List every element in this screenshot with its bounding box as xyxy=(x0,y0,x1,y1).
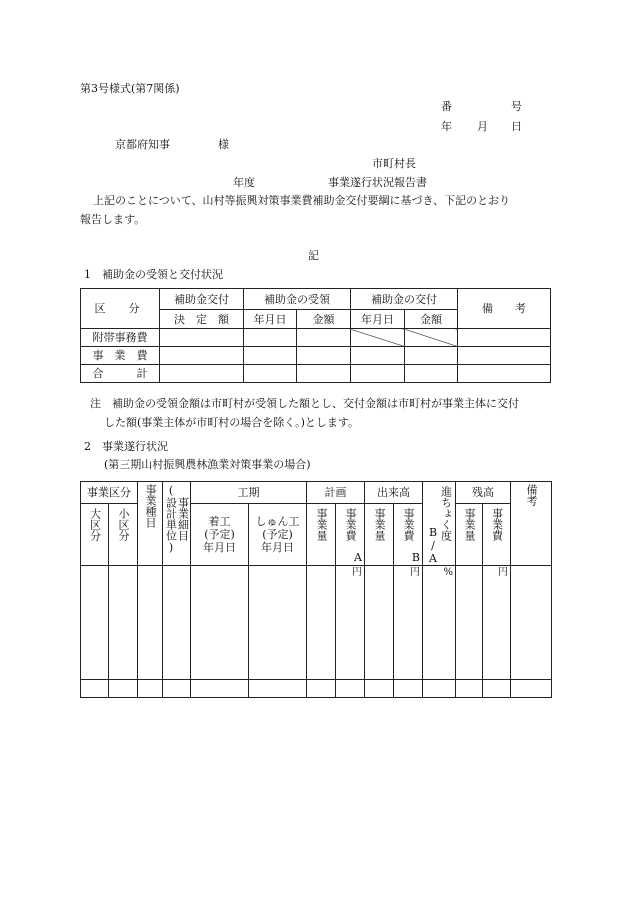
h-keikaku-hi: 事業費 A xyxy=(336,504,365,566)
date-month: 月 xyxy=(477,120,488,133)
addressee-suffix: 様 xyxy=(218,138,229,151)
unit-yen-keikaku: 円 xyxy=(336,566,365,680)
note-line-1: 注 補助金の受領金額は市町村が受領した額とし、交付金額は市町村が事業主体に交付 xyxy=(90,397,519,410)
number-suffix: 号 xyxy=(511,100,522,113)
col-biko: 備 考 xyxy=(458,289,551,329)
section2-title: 2 事業遂行状況 xyxy=(84,440,168,453)
h-shinchoku: 進ちょく度 B/A xyxy=(423,482,456,566)
h-kubun: 事業区分 xyxy=(81,482,138,504)
unit-pct: % xyxy=(423,566,456,680)
col-kettei-bottom: 決 定 額 xyxy=(160,310,244,329)
sub-juryo-amount: 金額 xyxy=(297,310,351,329)
date-day: 日 xyxy=(511,120,522,133)
unit-yen-dekidaka: 円 xyxy=(394,566,423,680)
sender: 市町村長 xyxy=(372,157,416,170)
h-saimoku: 事業細目 (設計単位) xyxy=(163,482,191,566)
fiscal-year-label: 年度 xyxy=(233,176,255,189)
diagonal-cell xyxy=(405,329,458,347)
h-dekidaka-hi: 事業費 B xyxy=(394,504,423,566)
mark-b: B xyxy=(411,551,420,564)
form-number: 第3号様式(第7関係) xyxy=(80,82,180,95)
sub-juryo-date: 年月日 xyxy=(244,310,297,329)
report-title: 事業遂行状況報告書 xyxy=(328,176,427,189)
col-juryo: 補助金の受領 xyxy=(244,289,351,310)
addressee: 京都府知事 xyxy=(115,138,170,151)
h-zandaka-ryo: 事業量 xyxy=(456,504,483,566)
col-kettei-top: 補助金交付 xyxy=(160,289,244,310)
progress-table xyxy=(80,481,552,698)
col-kubun: 区 分 xyxy=(81,289,160,329)
sub-kofu-amount: 金額 xyxy=(405,310,458,329)
h-dekidaka: 出来高 xyxy=(365,482,423,504)
row-label-jigyohi: 事 業 費 xyxy=(81,347,160,365)
mark-a: A xyxy=(354,551,362,564)
h-sho: 小区分 xyxy=(109,504,138,566)
body-line-1: 上記のことについて、山村等振興対策事業費補助金交付要綱に基づき、下記のとおり xyxy=(93,194,511,207)
h-shumoku: 事業種目 xyxy=(138,482,163,566)
note-line-2: した額(事業主体が市町村の場合を除く。)とします。 xyxy=(104,416,359,429)
diagonal-cell xyxy=(351,329,405,347)
h-keikaku: 計画 xyxy=(307,482,365,504)
row-label-futai: 附帯事務費 xyxy=(81,329,160,347)
h-keikaku-ryo: 事業量 xyxy=(307,504,336,566)
number-label: 番 xyxy=(441,100,452,113)
unit-yen-zandaka: 円 xyxy=(483,566,511,680)
h-biko: 備考 xyxy=(511,482,552,566)
h-koki: 工期 xyxy=(191,482,307,504)
h-dekidaka-ryo: 事業量 xyxy=(365,504,394,566)
h-chakko: 着工 (予定) 年月日 xyxy=(191,504,249,566)
h-shunko: しゅん工 (予定) 年月日 xyxy=(249,504,307,566)
section1-title: 1 補助金の受領と交付状況 xyxy=(84,268,223,281)
h-zandaka: 残高 xyxy=(456,482,511,504)
subsidy-table xyxy=(80,288,551,383)
h-dai: 大区分 xyxy=(81,504,109,566)
body-line-2: 報告します。 xyxy=(80,213,146,226)
col-kofu: 補助金の交付 xyxy=(351,289,458,310)
section2-subtitle: (第三期山村振興農林漁業対策事業の場合) xyxy=(104,458,311,471)
ki-heading: 記 xyxy=(308,249,319,262)
date-year: 年 xyxy=(441,120,452,133)
sub-kofu-date: 年月日 xyxy=(351,310,405,329)
row-label-gokei: 合 計 xyxy=(81,365,160,383)
h-zandaka-hi: 事業費 xyxy=(483,504,511,566)
